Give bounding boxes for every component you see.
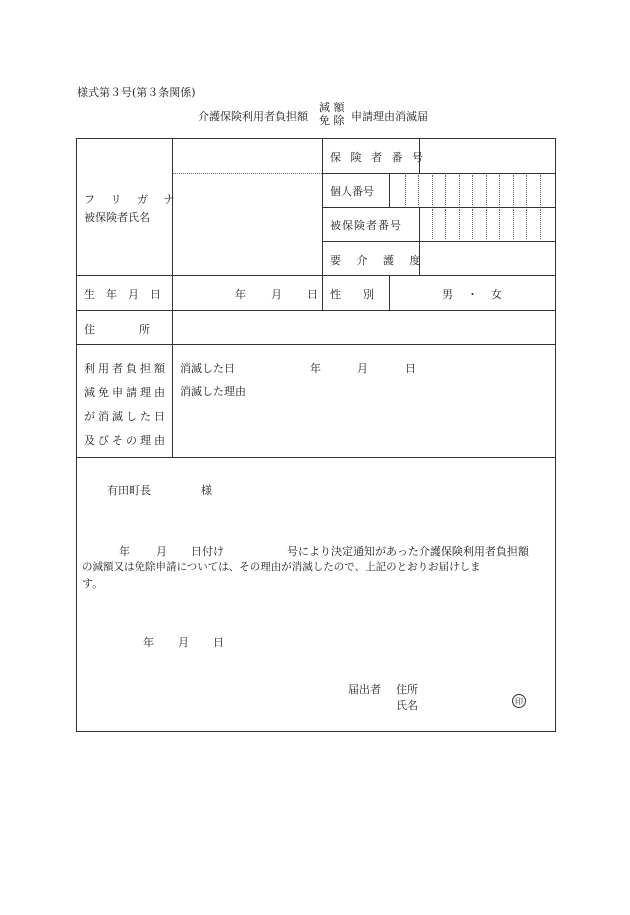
row-divider	[76, 310, 556, 311]
digit-divider	[459, 175, 460, 205]
birth-day: 日	[307, 288, 318, 301]
digit-divider	[405, 175, 406, 205]
declaration-body-1: 号により決定通知があった介護保険利用者負担額	[287, 545, 529, 558]
digit-divider	[445, 209, 446, 239]
notice-year: 年	[119, 545, 130, 558]
digit-divider	[486, 209, 487, 239]
row-divider	[322, 207, 556, 208]
form-title-tail: 申請理由消滅届	[351, 110, 428, 123]
reason-label-2: 減免申請理由	[84, 386, 168, 399]
title-stack	[319, 101, 345, 127]
digit-divider	[526, 175, 527, 205]
care-level-label: 要 介 護 度	[330, 254, 427, 267]
digit-divider	[540, 175, 541, 205]
addressee-honorific: 様	[201, 484, 212, 497]
insured-number-label: 被保険者番号	[330, 219, 402, 232]
insured-name-label: 被保険者氏名	[84, 211, 150, 224]
seal-icon: 印	[512, 694, 526, 708]
declaration-body-3: す。	[82, 577, 104, 590]
furigana-label: フ リ ガ ナ	[84, 193, 181, 206]
individual-number-label: 個人番号	[330, 185, 374, 198]
sex-female[interactable]: 女	[491, 288, 502, 301]
digit-divider	[432, 175, 433, 205]
notifier-label: 届出者	[348, 683, 381, 696]
digit-divider	[472, 209, 473, 239]
insurer-number-label: 保 険 者 番 号	[330, 151, 426, 164]
reason-label-3: が消滅した日	[84, 410, 168, 423]
digit-divider	[513, 175, 514, 205]
sign-year: 年	[143, 636, 154, 649]
digit-divider	[432, 209, 433, 239]
digit-divider	[472, 175, 473, 205]
address-label: 住 所	[84, 323, 150, 336]
column-divider	[389, 275, 390, 310]
extinguished-date-label: 消滅した日	[180, 362, 235, 375]
sign-month: 月	[178, 636, 189, 649]
digit-divider	[540, 209, 541, 239]
reason-label-4: 及びその理由	[84, 434, 168, 447]
digit-divider	[486, 175, 487, 205]
title-stack-bottom: 免 除	[319, 114, 345, 127]
column-divider	[389, 173, 390, 207]
title-stack-top: 減 額	[319, 101, 345, 114]
digit-divider	[418, 175, 419, 205]
digit-divider	[459, 209, 460, 239]
ext-month: 月	[357, 362, 368, 375]
digit-divider	[513, 209, 514, 239]
sex-male[interactable]: 男	[442, 288, 453, 301]
notice-dated: 日付け	[191, 545, 224, 558]
notifier-address-label: 住所	[396, 683, 418, 696]
digit-divider	[499, 209, 500, 239]
ext-year: 年	[310, 362, 321, 375]
column-divider	[172, 138, 173, 457]
form-title: 介護保険利用者負担額	[198, 110, 308, 123]
birth-year: 年	[235, 288, 246, 301]
reason-label-1: 利用者負担額	[84, 362, 168, 375]
declaration-body-2: の減額又は免除申請については、その理由が消滅したので、上記のとおりお届けしま	[82, 561, 481, 573]
extinguished-reason-label: 消滅した理由	[180, 385, 246, 398]
sex-label: 性 別	[330, 288, 374, 301]
sex-separator: ・	[467, 288, 478, 301]
notifier-name-label: 氏名	[396, 699, 418, 712]
birth-date-label: 生 年 月 日	[84, 288, 161, 301]
addressee: 有田町長	[107, 484, 151, 497]
form-number: 様式第３号(第３条関係)	[77, 86, 196, 99]
notice-month: 月	[156, 545, 167, 558]
digit-divider	[445, 175, 446, 205]
sign-day: 日	[213, 636, 224, 649]
birth-month: 月	[271, 288, 282, 301]
row-divider	[76, 457, 556, 458]
row-divider	[322, 173, 556, 174]
digit-divider	[499, 175, 500, 205]
row-divider	[322, 241, 556, 242]
digit-divider	[526, 209, 527, 239]
furigana-divider	[173, 173, 322, 174]
row-divider	[76, 275, 556, 276]
row-divider	[76, 344, 556, 345]
column-divider	[322, 138, 323, 310]
ext-day: 日	[405, 362, 416, 375]
